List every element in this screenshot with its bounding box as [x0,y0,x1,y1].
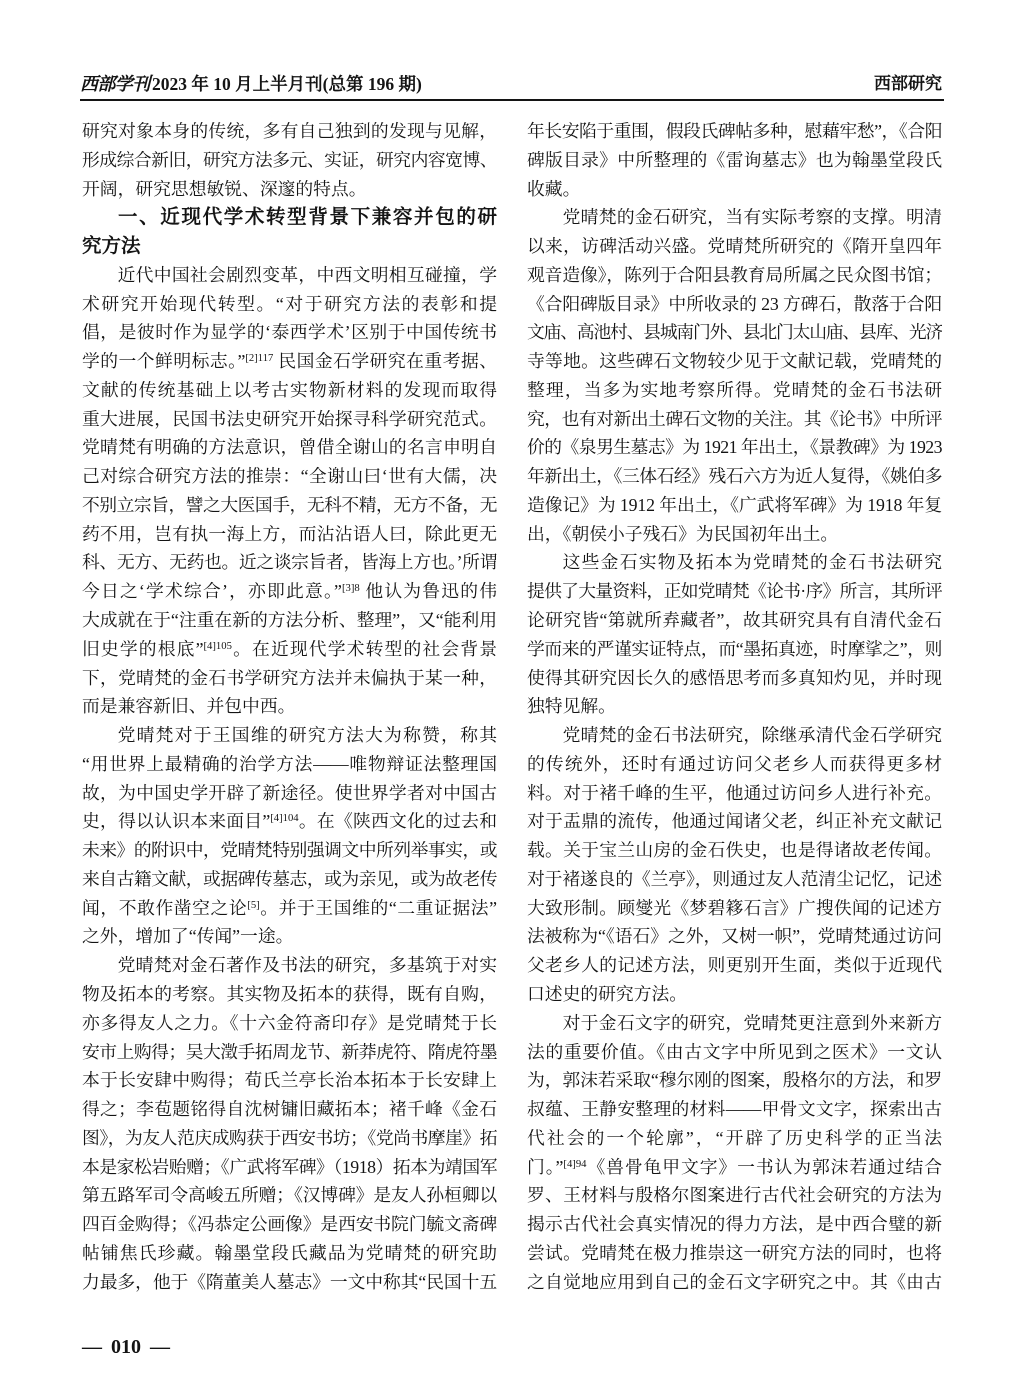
text-line: 党晴梵对金石著作及书法的研究，多基筑于对实 [117,955,497,976]
right-column [527,117,942,1296]
paragraph [527,203,942,548]
text-line: 之外，增加了“传闻”一途。 [82,926,294,947]
text-line: 叔蕴、王静安整理的材料——甲骨文文字，探索出古 [527,1099,942,1120]
text-line: 以来，访碑活动兴盛。党晴梵所研究的《隋开皇四年 [527,236,942,257]
text-line: 未来》的附识中，党晴梵特别强调文中所列举事实，或 [82,840,497,861]
text-run: 闻，不敢作凿空之论 [82,897,248,918]
text-line: 而是兼容新旧、并包中西。 [82,696,296,717]
text-line: 法的重要价值。《由古文字中所见到之医术》一文认 [527,1041,942,1062]
text-line: 药不用，岂有执一海上方，而沾沾语人曰，除此更无 [82,523,497,544]
text-line: 得之；李苞题铭得自沈树镛旧藏拓本；褚千峰《金石 [82,1099,497,1120]
text-run: 《兽骨龟甲文字》一书认为郭沫若通过结合 [586,1156,942,1177]
citation-superscript: [5] [247,898,260,911]
text-run: 民国金石学研究在重考据、 [273,351,497,372]
text-run: 史，得以认识本来面目” [82,811,271,832]
text-line: 的传统外，还时有通过访问父老乡人而获得更多材 [527,753,942,774]
paragraph [527,117,942,203]
text-line: 开阔，研究思想敏锐、深邃的特点。 [82,178,367,199]
text-line: 倡，是彼时作为显学的‘泰西学术’区别于中国传统书 [82,322,497,343]
text-line: 揭示古代社会真实情况的得力方法，是中西合璧的新 [527,1214,942,1235]
text-line [82,635,497,664]
heading-line: 一、近现代学术转型背景下兼容并包的研 [118,206,497,229]
text-line: 对于金石文字的研究，党晴梵更注意到外来新方 [562,1012,942,1033]
heading-line: 究方法 [82,235,141,258]
text-line: 代社会的一个轮廓”，“开辟了历史科学的正当法 [527,1127,942,1148]
text-line: 造像记》为 1912 年出土，《广武将军碑》为 1918 年复 [527,494,942,515]
text-line: 不别立宗旨，譬之大医国手，无科不精，无方不备，无 [82,494,497,515]
text-line: 党晴梵对于王国维的研究方法大为称赞，称其 [117,725,497,746]
text-line: 尝试。党晴梵在极力推崇这一研究方法的同时，也将 [527,1242,942,1263]
text-line: “用世界上最精确的治学方法——唯物辩证法整理国 [82,753,497,774]
paragraph [82,117,497,203]
citation-superscript: [4]94 [563,1157,587,1170]
text-line: 大致形制。顾燮光《梦碧簃石言》广搜佚闻的记述方 [527,897,942,918]
text-line: 帖铺焦氏珍藏。翰墨堂段氏藏品为党晴梵的研究助 [82,1242,497,1263]
text-line: 力最多，他于《隋董美人墓志》一文中称其“民国十五 [82,1271,497,1292]
text-line: 故，为中国史学开辟了新途径。使世界学者对中国古 [82,782,497,803]
citation-superscript: [4]104 [270,812,299,825]
text-line: 研究对象本身的传统，多有自己独到的发现与见解， [82,121,497,141]
paragraph [527,721,942,1009]
text-line: 寺等地。这些碑石文物较少见于文献记载，党晴梵的 [527,351,942,372]
section-heading [82,203,497,261]
text-line: 文献的传统基础上以考古实物新材料的发现而取得 [82,379,497,400]
text-line: 来自古籍文献，或据碑传墓志，或为亲见，或为故老传 [82,868,497,889]
header-rule [80,99,944,101]
text-line: 使得其研究因长久的感悟思考而多真知灼见，并时现 [527,667,942,688]
text-run: 他认为鲁迅的伟 [359,581,497,602]
text-line: 本于长安肆中购得；荀氏兰亭长治本拓本于长安肆上 [82,1070,497,1091]
text-line: 法被称为“《语石》之外，又树一帜”，党晴梵通过访问 [527,926,942,947]
text-line: 大成就在于“注重在新的方法分析、整理”，又“能利用 [82,610,497,631]
text-line: 罗、王材料与殷格尔图案进行古代社会研究的方法为 [527,1185,942,1206]
left-column [82,117,497,1296]
text-line: 术研究开始现代转型。“对于研究方法的表彰和提 [82,293,497,314]
text-line: 碑版目录》中所整理的《雷询墓志》也为翰墨堂段氏 [527,149,942,170]
text-line [82,347,497,376]
text-run: 门。” [527,1156,564,1177]
text-line: 独特见解。 [527,696,616,717]
text-line: 科、无方、无药也。近之谈宗旨者，皆海上方也。’所谓 [82,552,497,573]
text-line: 年新出土，《三体石经》残石六方为近人复得，《姚伯多 [527,466,942,487]
journal-logo: 西部学刊 [80,74,150,94]
text-line [82,577,497,606]
paragraph [82,721,497,951]
text-line: 收藏。 [527,178,581,199]
text-line: 之自觉地应用到自己的金石文字研究之中。其《由古 [527,1271,942,1292]
text-line: 形成综合新旧，研究方法多元、实证，研究内容宽博、 [82,149,497,170]
section-name: 西部研究 [874,74,942,93]
text-line: 究，也有对新出土碑石文物的关注。其《论书》中所评 [527,408,942,429]
text-line: 四百金购得；《冯恭定公画像》是西安书院门毓文斋碑 [82,1214,497,1235]
text-line: 论研究皆“第就所弆藏者”，故其研究具有自清代金石 [527,610,942,631]
text-run: 今日之‘学术综合’，亦即此意。” [82,581,342,602]
text-line: 载。关于宝兰山房的金石佚史，也是得诸故老传闻。 [527,840,942,861]
citation-superscript: [4]105 [203,639,232,652]
text-line: 学而来的严谨实证特点，而“墨拓真迹，时摩挲之”，则 [527,638,942,659]
text-line [527,1153,942,1182]
text-line: 党晴梵的金石书法研究，除继承清代金石学研究 [562,725,942,746]
text-line: 物及拓本的考察。其实物及拓本的获得，既有自购， [82,983,497,1004]
text-run: 。并于王国维的“二重证据法” [259,897,497,918]
text-line: 《合阳碑版目录》中所收录的 23 方碑石，散落于合阳 [527,293,942,314]
text-line: 整理，当多为实地考察所得。党晴梵的金石书法研 [527,379,942,400]
text-run: 。在近现代学术转型的社会背景 [231,638,497,659]
paragraph [82,261,497,721]
text-line: 安市上购得；吴大澂手拓周龙节、新莽虎符、隋虎符墨 [82,1041,497,1062]
text-line: 文庙、高池村、县城南门外、县北门太山庙、县库、光济 [527,322,942,343]
text-line: 己对综合研究方法的推崇：“全谢山曰‘世有大儒，决 [82,466,497,487]
text-line: 党晴梵的金石研究，当有实际考察的支撑。明清 [562,207,942,228]
text-line: 观音造像》，陈列于合阳县教育局所属之民众图书馆； [527,264,942,285]
text-line: 第五路军司令高峻五所赠；《汉博碑》是友人孙桓卿以 [82,1185,497,1206]
text-line: 这些金石实物及拓本为党晴梵的金石书法研究 [562,552,942,573]
text-run: 旧史学的根底” [82,638,204,659]
citation-superscript: [2]117 [245,352,274,365]
text-line: 口述史的研究方法。 [527,983,688,1004]
text-line: 下，党晴梵的金石书学研究方法并未偏执于某一种， [82,667,497,688]
text-line: 提供了大量资料，正如党晴梵《论书·序》所言，其所评 [527,581,942,602]
text-line: 对于盂鼎的流传，他通过闻诸父老，纠正补充文献记 [527,811,942,832]
text-line: 重大进展，民国书法史研究开始探寻科学研究范式。 [82,408,497,429]
text-line [82,894,497,923]
text-line: 年长安陷于重围，假段氏碑帖多种，慰藉牢愁”，《合阳 [527,121,942,141]
text-line: 出，《朝侯小子残石》为民国初年出土。 [527,523,839,544]
page-number: — 010 — [82,1336,170,1358]
issue-info: 2023 年 10 月上半月刊(总第 196 期) [152,74,422,94]
text-line: 价的《泉男生墓志》为 1921 年出土，《景教碑》为 1923 [527,437,942,458]
paragraph [527,548,942,721]
text-line [82,807,497,836]
text-line: 为，郭沫若采取“穆尔刚的图案，殷格尔的方法，和罗 [527,1070,942,1091]
text-line: 亦多得友人之力。《十六金符斋印存》是党晴梵于长 [82,1012,497,1033]
text-line: 党晴梵有明确的方法意识，曾借全谢山的名言申明自 [82,437,497,458]
text-run: 学的一个鲜明标志。” [82,351,246,372]
text-line: 父老乡人的记述方法，则更别开生面，类似于近现代 [527,955,942,976]
text-line: 对于褚遂良的《兰亭》，则通过友人范清尘记忆，记述 [527,868,942,889]
paragraph [82,951,497,1296]
citation-superscript: [3]8 [341,582,360,595]
paragraph [527,1009,942,1297]
text-run: 。在《陕西文化的过去和 [298,811,497,832]
text-line: 图》，为友人范庆成购获于西安书坊；《党尚书摩崖》拓 [82,1127,497,1148]
text-line: 本是家松岩贻赠；《广武将军碑》（1918）拓本为靖国军 [82,1156,497,1177]
text-line: 近代中国社会剧烈变革，中西文明相互碰撞，学 [117,264,497,285]
text-line: 料。对于褚千峰的生平，他通过访问乡人进行补充。 [527,782,942,803]
